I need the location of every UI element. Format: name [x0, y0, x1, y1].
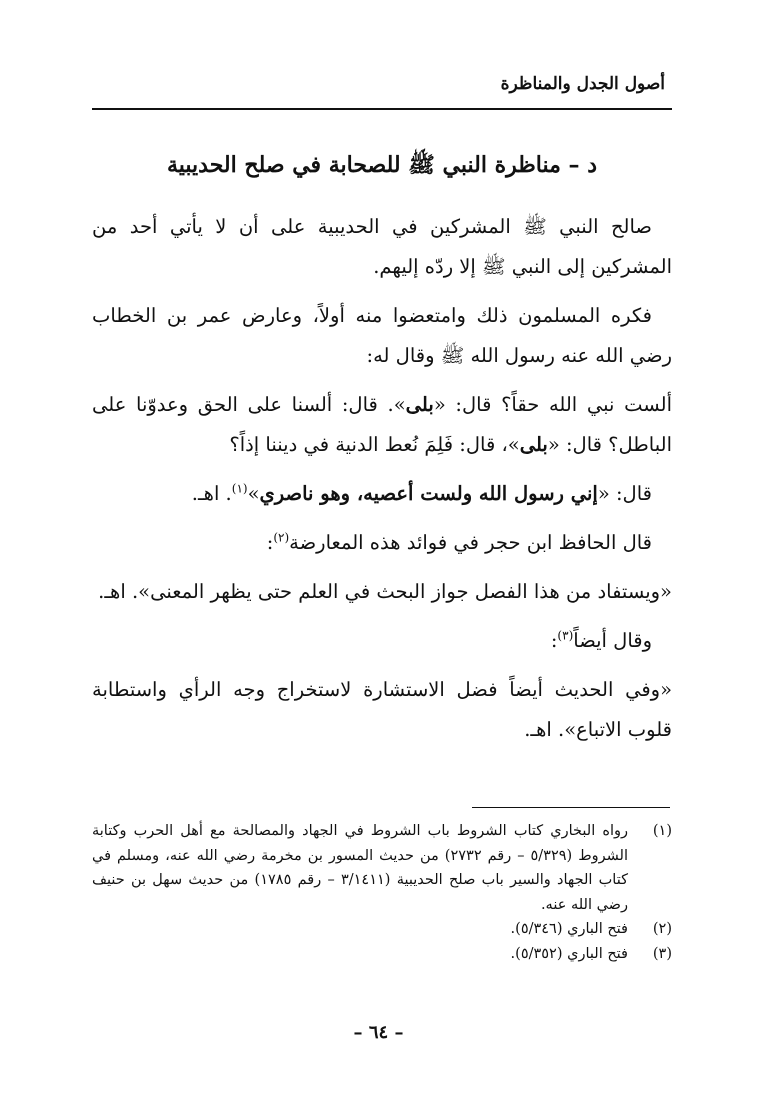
paragraph-2: فكره المسلمون ذلك وامتعضوا منه أولاً، وعارض عمر بن الخطاب رضي الله عنه رسول الله ﷺ وقال له: [92, 304, 672, 367]
paragraph-5-part-a: قال الحافظ ابن حجر في فوائد هذه المعارضة [289, 531, 652, 554]
paragraph-3-part-c: ». قال: ألسنا على الحق وعدوّنا على الباطل؟ قال: « [92, 393, 672, 456]
footnote-ref-2: (٢) [273, 530, 290, 545]
main-text [92, 207, 672, 759]
footnote-1 [92, 819, 672, 917]
footnote-number: (٢) [652, 921, 672, 937]
page-number: – ٦٤ – [353, 1022, 404, 1043]
paragraph-5-part-b: : [266, 531, 274, 554]
footnote-ref-1: (١) [231, 481, 248, 496]
footnote-text: رواه البخاري كتاب الشروط باب الشروط في الجهاد والمصالحة مع أهل الحرب وكتابة الشروط (٥/٣٢٩ – رقم ٢٧٣٢) من حديث المسور بن مخرمة رضي الله عنه، ومسلم في كتاب الجهاد والسير باب صلح الحديبية (٣/١٤١١ – رقم ١٧٨٥) من حديث سهل بن حنيف رضي الله عنه. [92, 823, 629, 913]
footnotes [92, 819, 672, 966]
paragraph-3-part-a: ألست نبي الله حقاً؟ قال: « [433, 393, 673, 416]
paragraph-8: «وفي الحديث أيضاً فضل الاستشارة لاستخراج وجه الرأي واستطابة قلوب الاتباع». اهـ. [92, 678, 672, 741]
paragraph-4-quote: إني رسول الله ولست أعصيه، وهو ناصري [259, 482, 598, 505]
header-divider [92, 108, 672, 110]
paragraph-7 [92, 621, 672, 661]
paragraph-5 [92, 523, 672, 563]
paragraph-3-part-e: »، قال: فَلِمَ نُعط الدنية في ديننا إذاً؟ [229, 433, 520, 456]
footnote-text: فتح الباري (٥/٣٤٦). [510, 921, 628, 937]
footnote-text: فتح الباري (٥/٣٥٢). [510, 945, 628, 962]
footnote-ref-3: (٣) [557, 628, 574, 643]
paragraph-1: صالح النبي ﷺ المشركين في الحديبية على أن لا يأتي أحد من المشركين إلى النبي ﷺ إلا ردّه إليهم. [92, 215, 672, 278]
section-title: د – مناظرة النبي ﷺ للصحابة في صلح الحديبية [166, 152, 598, 178]
running-header: أصول الجدل والمناظرة [500, 74, 665, 94]
paragraph-4-part-a: قال: « [597, 482, 652, 505]
paragraph-7-part-a: وقال أيضاً [573, 629, 652, 652]
paragraph-4 [92, 474, 672, 514]
paragraph-4-part-d: . اهـ. [191, 482, 232, 505]
footnote-2 [92, 917, 672, 942]
paragraph-7-part-b: : [550, 629, 558, 652]
footnote-divider [472, 807, 670, 808]
paragraph-6: «ويستفاد من هذا الفصل جواز البحث في العلم حتى يظهر المعنى». اهـ. [98, 580, 672, 603]
footnote-3 [92, 942, 672, 967]
paragraph-3-answer-2: بلى [519, 433, 548, 456]
footnote-number: (٣) [652, 945, 672, 962]
paragraph-4-part-c: » [247, 482, 260, 505]
footnote-number: (١) [652, 823, 672, 839]
paragraph-3 [92, 385, 672, 465]
paragraph-3-answer-1: بلى [405, 393, 434, 416]
